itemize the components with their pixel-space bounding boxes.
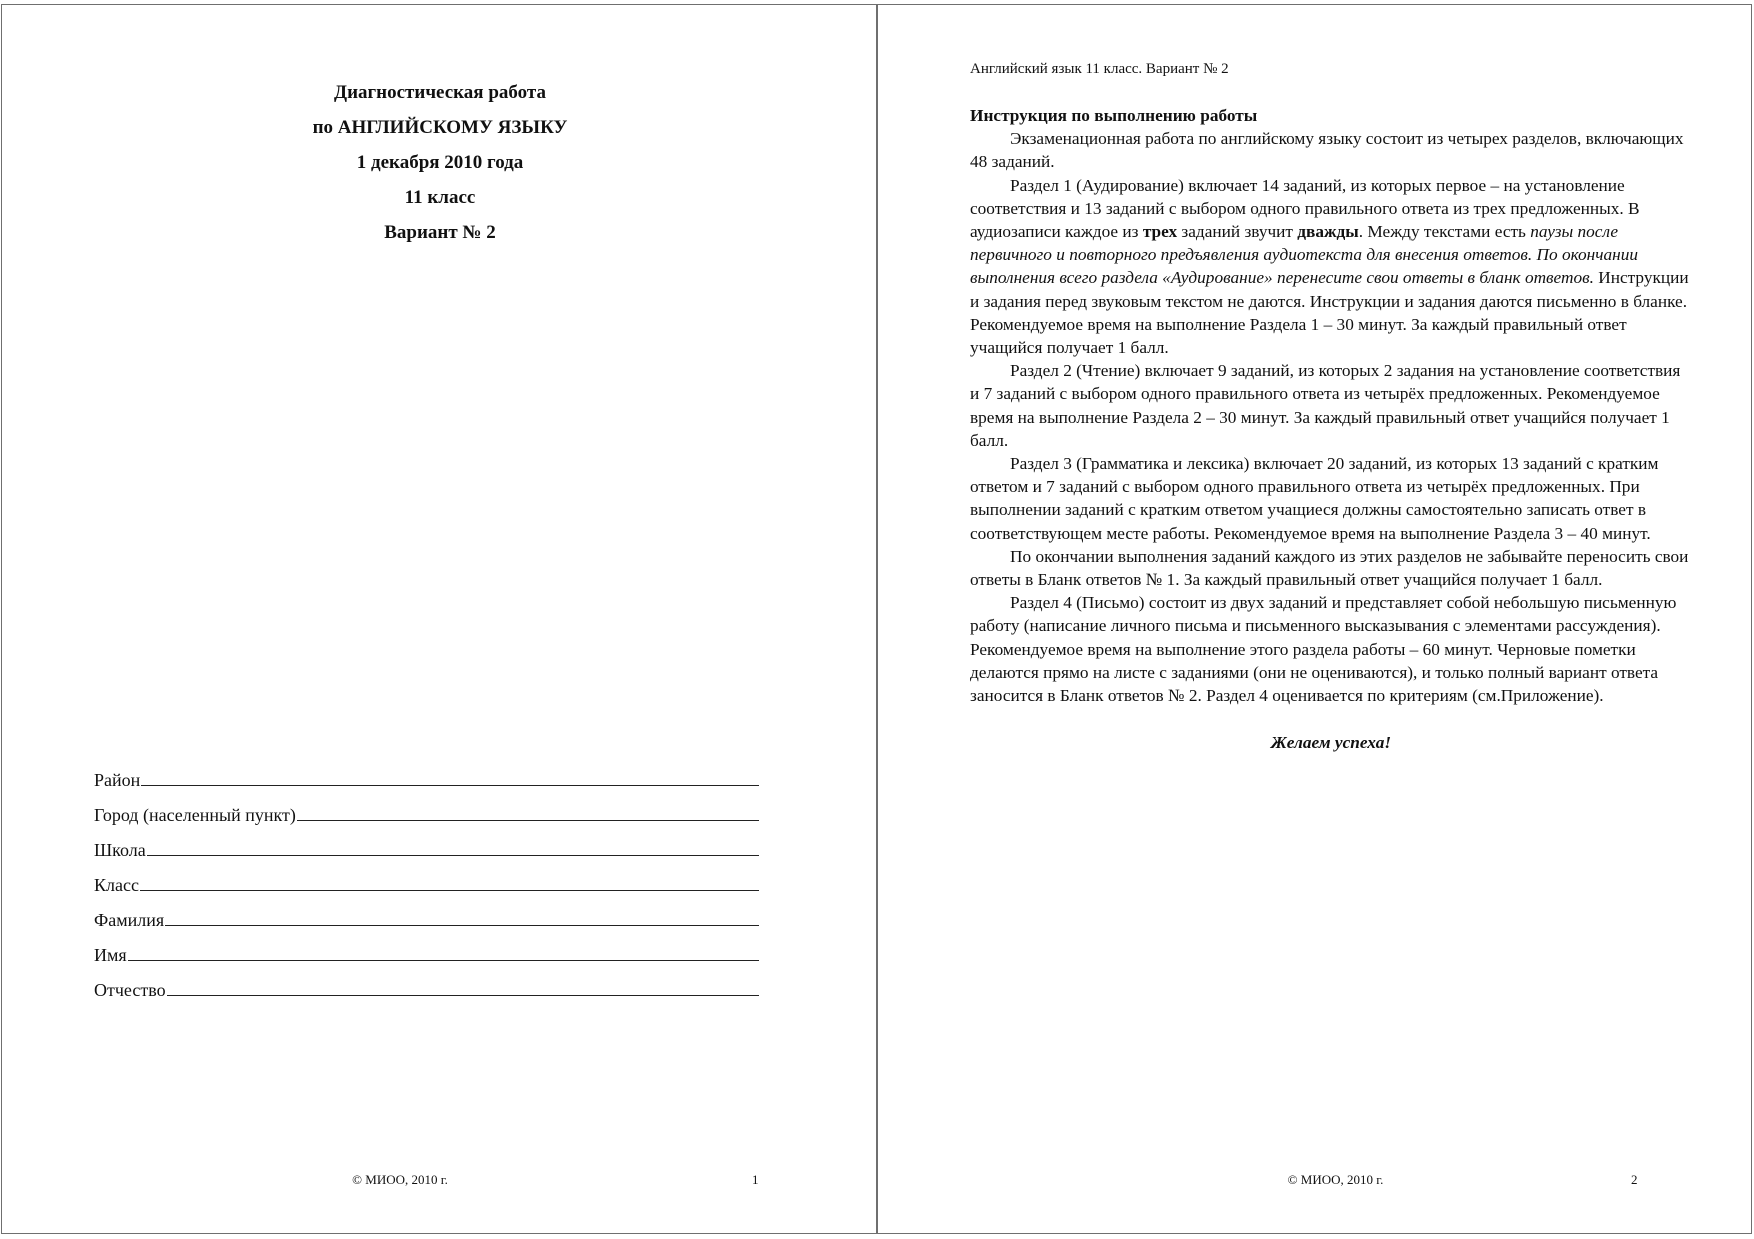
fill-in-line [167, 995, 759, 996]
student-info-form [94, 757, 759, 1002]
form-row-district [94, 757, 759, 792]
form-row-patronymic [94, 967, 759, 1002]
form-label: Школа [94, 840, 146, 860]
emphasis-bold: трех [1142, 222, 1178, 242]
paragraph-section-3: Раздел 3 (Грамматика и лексика) включает 20 заданий, из которых 13 заданий с кратким ответом и 7 заданий с выбором одного правильного ответа из четырёх предложенных. При выполнении заданий с кратким ответом учащиеся должны самостоятельно записать ответ в соответствующем месте работы. Рекомендуемое время на выполнение Раздела 3 – 40 минут. [970, 454, 1659, 543]
paragraph-section-1 [970, 174, 1692, 360]
text-run: Раздел 1 (Аудирование) включает 14 заданий, из которых первое – на установление соответствия и 13 заданий с выбором одного правильного ответа из трех предложенных. В аудиозаписи каждое из [970, 175, 1640, 242]
paragraph-section-2: Раздел 2 (Чтение) включает 9 заданий, из которых 2 задания на установление соответствия и 7 заданий с выбором одного правильного ответа из четырёх предложенных. Рекомендуемое время на выполнение Раздела 2 – 30 минут. За каждый правильный ответ учащийся получает 1 балл. [970, 361, 1681, 450]
text-run: . Между текстами есть [1358, 222, 1531, 242]
title-line-1: Диагностическая работа [334, 82, 546, 103]
title-line-2: по АНГЛИЙСКОМУ ЯЗЫКУ [312, 117, 568, 138]
form-label: Город (населенный пункт) [94, 805, 296, 825]
text-run: заданий звучит [1177, 222, 1298, 242]
paragraph-intro: Экзаменационная работа по английскому языку состоит из четырех разделов, включающих 48 заданий. [970, 129, 1684, 172]
emphasis-bold: дважды [1297, 222, 1359, 242]
fill-in-line [297, 820, 759, 821]
emphasis-italic: паузы после первичного и повторного предъявления аудиотекста для внесения ответов. По окончании выполнения всего раздела «Аудирование» перенесите свои ответы в бланк ответов. [970, 222, 1638, 288]
title-line-5: Вариант № 2 [384, 222, 496, 243]
form-label: Район [94, 770, 141, 790]
form-row-school [94, 827, 759, 862]
form-label: Отчество [94, 980, 166, 1000]
form-label: Класс [94, 875, 139, 895]
running-head: Английский язык 11 класс. Вариант № 2 [970, 61, 1229, 77]
page-number: 1 [752, 1172, 759, 1187]
closing-wish: Желаем успеха! [1270, 733, 1392, 753]
page-1 [1, 4, 877, 1234]
page-2 [877, 4, 1752, 1234]
paragraph-section-4: Раздел 4 (Письмо) состоит из двух заданий и представляет собой небольшую письменную работу (написание личного письма и письменного высказывания с элементами рассуждения). Рекомендуемое время на выполнение этого раздела работы – 60 минут. Черновые пометки делаются прямо на листе с заданиями (они не оцениваются), и только полный вариант ответа заносится в Бланк ответов № 2. Раздел 4 оценивается по критериям (см.Приложение). [970, 593, 1677, 706]
paragraph-answer-sheet: По окончании выполнения заданий каждого из этих разделов не забывайте переносить свои ответы в Бланк ответов № 1. За каждый правильный ответ учащийся получает 1 балл. [970, 546, 1689, 590]
form-row-name [94, 932, 759, 967]
fill-in-line [140, 890, 759, 891]
fill-in-line [165, 925, 759, 926]
footer-copyright: © МИОО, 2010 г. [352, 1172, 448, 1187]
text-run: Инструкции и задания перед звуковым текстом не даются. Инструкции и задания даются письменно в бланке. Рекомендуемое время на выполнение Раздела 1 – 30 минут. За каждый правильный ответ учащийся получает 1 балл. [970, 268, 1689, 358]
form-row-class [94, 862, 759, 897]
form-row-surname [94, 897, 759, 932]
instructions-heading: Инструкция по выполнению работы [970, 106, 1258, 125]
fill-in-line [147, 855, 759, 856]
page-number: 2 [1631, 1172, 1638, 1187]
fill-in-line [141, 785, 759, 786]
form-label: Имя [94, 945, 127, 965]
form-label: Фамилия [94, 910, 165, 930]
title-line-3: 1 декабря 2010 года [356, 152, 524, 173]
instructions-body [970, 104, 1692, 754]
form-row-city [94, 792, 759, 827]
footer-copyright: © МИОО, 2010 г. [1287, 1172, 1384, 1187]
fill-in-line [128, 960, 759, 961]
title-block [2, 75, 878, 250]
title-line-4: 11 класс [404, 187, 476, 208]
